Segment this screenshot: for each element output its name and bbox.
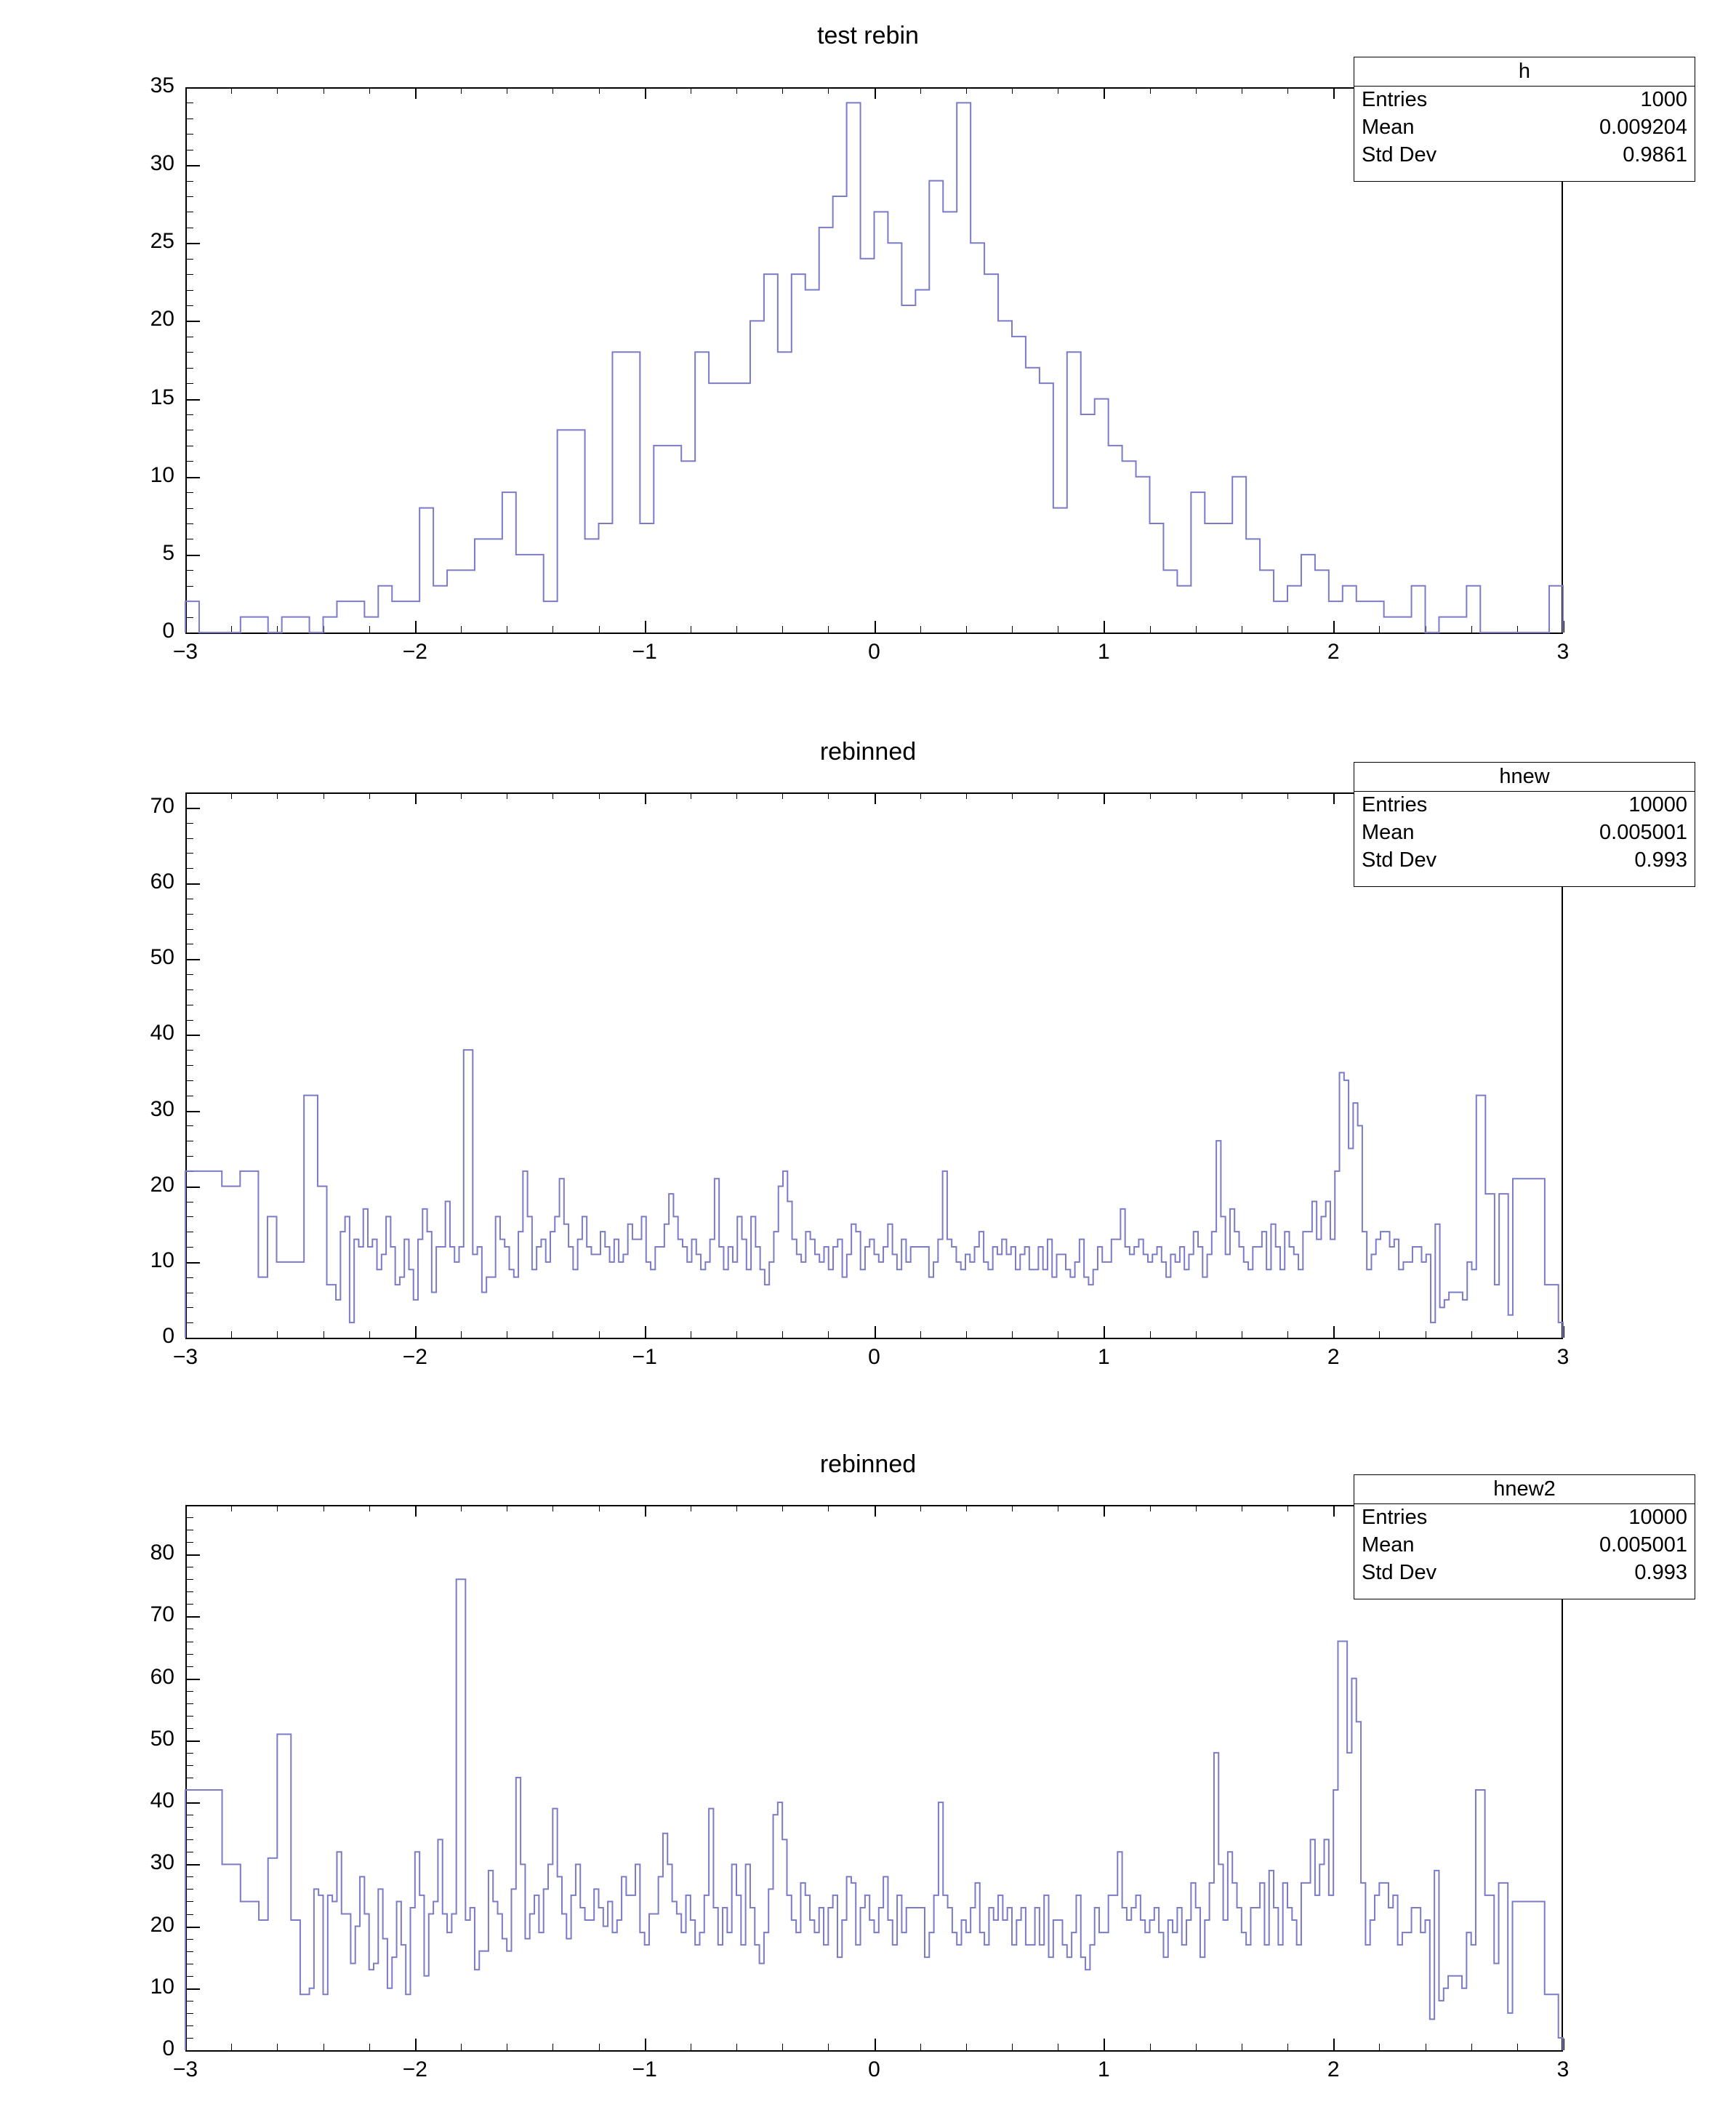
x-tick-label: −2 — [402, 1345, 427, 1369]
pad-title-2: rebinned — [819, 738, 917, 766]
x-tick-label: 3 — [1556, 1345, 1570, 1369]
x-tick-label: −2 — [402, 2057, 427, 2081]
y-tick-label: 0 — [162, 619, 174, 643]
stats-box-3[interactable] — [1354, 1474, 1695, 1599]
stats-value: 0.005001 — [1599, 1533, 1687, 1557]
stats-label: Std Dev — [1362, 848, 1437, 872]
stats-label: Std Dev — [1362, 1561, 1437, 1585]
y-tick-label: 50 — [150, 945, 174, 970]
x-tick-label: −3 — [172, 640, 198, 664]
plot-pad-1 — [0, 0, 1736, 676]
stats-value: 0.009204 — [1599, 116, 1687, 140]
stats-label: Entries — [1362, 88, 1428, 112]
y-tick-label: 40 — [150, 1788, 174, 1813]
stats-title: hnew2 — [1354, 1475, 1695, 1504]
y-tick — [185, 1338, 200, 1339]
y-tick-label: 30 — [150, 1850, 174, 1875]
x-tick-label: −1 — [632, 640, 657, 664]
x-tick-label: 1 — [1097, 2057, 1110, 2081]
stats-row — [1354, 847, 1695, 875]
x-axis-line — [185, 1338, 1563, 1339]
y-tick — [185, 633, 200, 634]
x-tick-label: −3 — [172, 1345, 198, 1369]
x-axis-line — [185, 633, 1563, 634]
stats-value: 0.993 — [1634, 848, 1687, 872]
x-tick-label: 2 — [1327, 1345, 1340, 1369]
stats-label: Mean — [1362, 116, 1415, 140]
stats-value: 1000 — [1640, 88, 1687, 112]
y-tick-label: 10 — [150, 1974, 174, 1999]
stats-row — [1354, 1504, 1695, 1532]
x-axis-line — [185, 2050, 1563, 2052]
x-tick-label: 1 — [1097, 640, 1110, 664]
pad-title-1: test rebin — [817, 22, 919, 49]
x-tick-label: 2 — [1327, 2057, 1340, 2081]
histogram-outline — [185, 1579, 1563, 2050]
x-tick-label: 1 — [1097, 1345, 1110, 1369]
stats-label: Mean — [1362, 821, 1415, 845]
y-tick — [185, 2050, 200, 2052]
y-tick-label: 70 — [150, 793, 174, 818]
x-tick-label: 0 — [868, 640, 880, 664]
y-tick-label: 30 — [150, 1096, 174, 1121]
y-tick-label: 30 — [150, 151, 174, 176]
y-tick-label: 80 — [150, 1541, 174, 1565]
x-tick-label: 3 — [1556, 640, 1570, 664]
stats-value: 0.005001 — [1599, 821, 1687, 845]
x-tick-label: 2 — [1327, 640, 1340, 664]
y-tick-label: 25 — [150, 229, 174, 254]
stats-row — [1354, 792, 1695, 819]
stats-value: 10000 — [1628, 1506, 1687, 1530]
y-tick-label: 20 — [150, 1172, 174, 1197]
x-tick-label: −1 — [632, 1345, 657, 1369]
stats-row — [1354, 142, 1695, 169]
stats-label: Std Dev — [1362, 143, 1437, 167]
stats-box-2[interactable] — [1354, 762, 1695, 887]
x-tick-label: 0 — [868, 2057, 880, 2081]
y-tick-label: 20 — [150, 307, 174, 332]
stats-title: hnew — [1354, 763, 1695, 792]
y-tick-label: 0 — [162, 2036, 174, 2060]
stats-title: h — [1354, 57, 1695, 87]
histogram-outline — [185, 103, 1563, 633]
y-tick-label: 60 — [150, 1664, 174, 1689]
plot-pad-2 — [0, 720, 1736, 1418]
y-tick-label: 35 — [150, 73, 174, 97]
x-tick-label: −2 — [402, 640, 427, 664]
stats-label: Entries — [1362, 793, 1428, 817]
stats-label: Mean — [1362, 1533, 1415, 1557]
y-tick-label: 60 — [150, 870, 174, 894]
y-tick-label: 15 — [150, 385, 174, 409]
stats-row — [1354, 87, 1695, 114]
stats-row — [1354, 114, 1695, 142]
y-tick-label: 10 — [150, 462, 174, 487]
y-tick-label: 10 — [150, 1248, 174, 1272]
x-tick-label: −1 — [632, 2057, 657, 2081]
stats-row — [1354, 819, 1695, 847]
y-tick-label: 50 — [150, 1726, 174, 1751]
pad-title-3: rebinned — [819, 1450, 917, 1478]
stats-box-1[interactable] — [1354, 57, 1695, 182]
plot-pad-3 — [0, 1432, 1736, 2120]
stats-row — [1354, 1532, 1695, 1559]
stats-row — [1354, 1559, 1695, 1587]
stats-value: 0.993 — [1634, 1561, 1687, 1585]
y-tick-label: 20 — [150, 1912, 174, 1937]
stats-label: Entries — [1362, 1506, 1428, 1530]
x-tick-label: −3 — [172, 2057, 198, 2081]
y-tick-label: 70 — [150, 1602, 174, 1627]
y-tick-label: 40 — [150, 1021, 174, 1045]
x-tick-label: 0 — [868, 1345, 880, 1369]
stats-value: 0.9861 — [1623, 143, 1687, 167]
y-tick-label: 5 — [162, 540, 174, 565]
stats-value: 10000 — [1628, 793, 1687, 817]
y-tick-label: 0 — [162, 1324, 174, 1348]
histogram-outline — [185, 1050, 1563, 1338]
x-tick-label: 3 — [1556, 2057, 1570, 2081]
